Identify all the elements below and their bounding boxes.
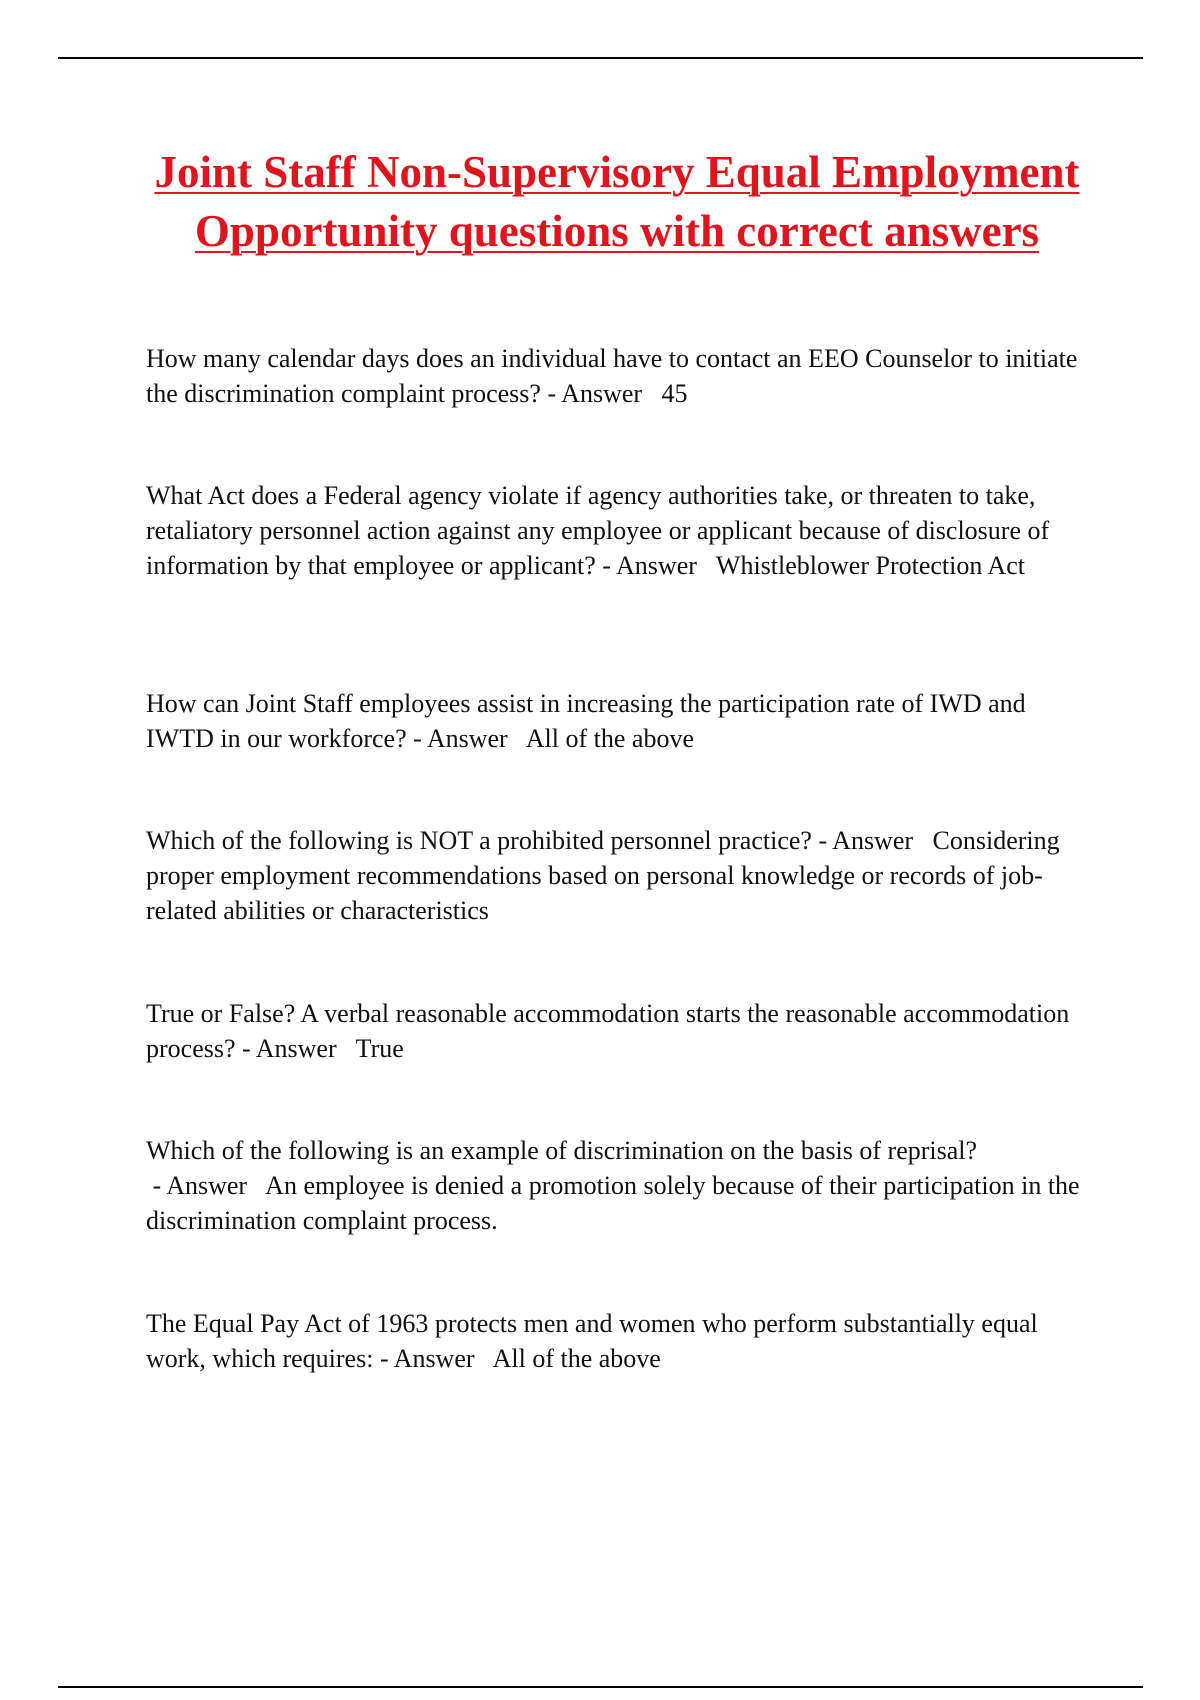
answer-text: All of the above <box>525 724 695 753</box>
answer-text: All of the above <box>492 1344 661 1373</box>
question-text: How many calendar days does an individual have to contact an EEO Counselor to initiate the discrimination complaint process? <box>146 344 1078 408</box>
answer-separator: - Answer <box>540 379 662 408</box>
qa-item-7 <box>146 1306 1096 1376</box>
answer-separator: - Answer <box>373 1344 493 1373</box>
answer-separator: - Answer <box>235 1034 356 1063</box>
question-text: Which of the following is an example of discrimination on the basis of reprisal? <box>146 1136 978 1165</box>
top-rule <box>58 57 1143 59</box>
answer-text: 45 <box>661 379 688 408</box>
answer-separator: - Answer <box>406 724 526 753</box>
question-text: The Equal Pay Act of 1963 protects men and women who perform substantially equal work, which requires: <box>146 1309 1038 1373</box>
qa-item-3 <box>146 686 1096 756</box>
qa-item-1 <box>146 341 1096 411</box>
answer-text: True <box>355 1034 404 1063</box>
answer-separator: - Answer <box>146 1171 266 1200</box>
question-text: Which of the following is NOT a prohibited personnel practice? <box>146 826 812 855</box>
question-text: True or False? A verbal reasonable accommodation starts the reasonable accommodation process? <box>146 999 1070 1063</box>
qa-item-4 <box>146 823 1096 928</box>
answer-text: Whistleblower Protection Act <box>715 551 1025 580</box>
answer-text: An employee is denied a promotion solely because of their participation in the discrimination complaint process. <box>146 1171 1080 1235</box>
question-text: How can Joint Staff employees assist in increasing the participation rate of IWD and IWTD in our workforce? <box>146 689 1026 753</box>
answer-separator: - Answer <box>595 551 716 580</box>
answer-separator: - Answer <box>811 826 933 855</box>
document-title: Joint Staff Non-Supervisory Equal Employment Opportunity questions with correct answers <box>154 147 1080 256</box>
qa-item-5 <box>146 996 1096 1066</box>
question-text: What Act does a Federal agency violate if agency authorities take, or threaten to take, retaliatory personnel action against any employee or applicant because of disclosure of information by that employee or applicant? <box>146 481 1050 580</box>
bottom-rule <box>58 1686 1143 1688</box>
qa-item-6 <box>146 1133 1096 1238</box>
answer-text: Considering proper employment recommendations based on personal knowledge or records of job-related abilities or characteristics <box>146 826 1060 925</box>
qa-item-2 <box>146 478 1096 583</box>
